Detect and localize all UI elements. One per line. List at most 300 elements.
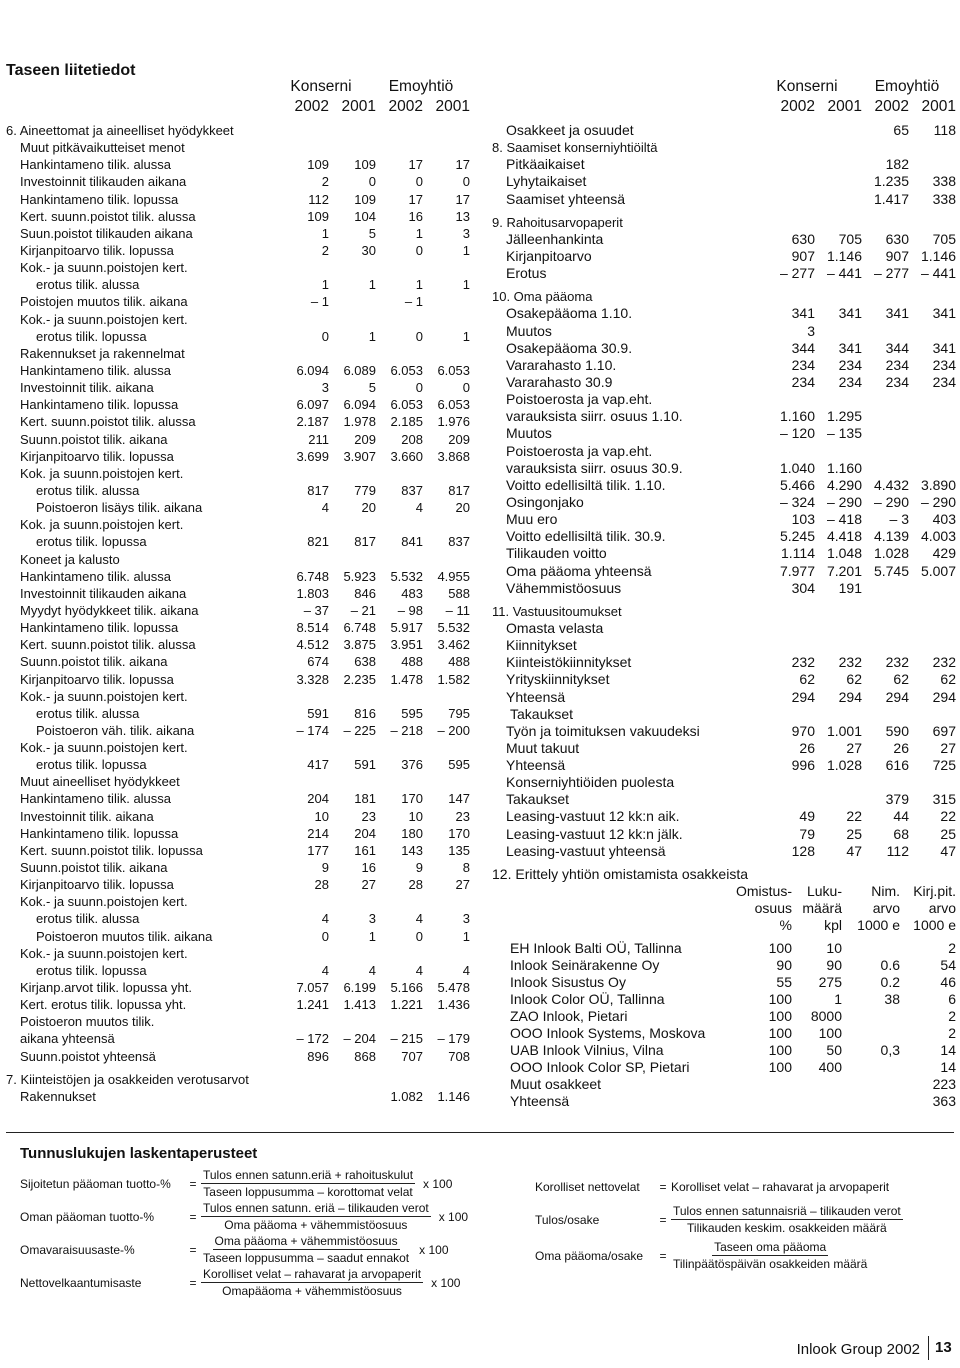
holdings-cell: [842, 1008, 900, 1025]
holdings-header-row: [492, 883, 956, 900]
table-row: [492, 156, 956, 173]
table-row: [6, 431, 470, 448]
holdings-cell: Yhteensä: [510, 1093, 570, 1110]
row-value: 109: [354, 157, 376, 173]
row-label: Osakepääoma 1.10.: [506, 305, 633, 322]
row-value: 27: [455, 877, 470, 893]
row-value: 0: [321, 328, 329, 344]
row-label: Osakkeet ja osuudet: [506, 122, 634, 138]
table-row: [492, 288, 956, 305]
row-value: 5.532: [437, 620, 470, 636]
row-value: 23: [361, 808, 376, 824]
row-value: 17: [455, 157, 470, 173]
row-value: 725: [932, 757, 956, 774]
holdings-header-cell: 1000 e: [913, 917, 956, 934]
row-value: – 290: [920, 493, 956, 510]
row-value: 846: [354, 585, 376, 601]
table-row: [492, 689, 956, 706]
table-row: [6, 396, 470, 413]
row-label: aikana yhteensä: [20, 1031, 115, 1047]
row-value: 817: [448, 482, 470, 498]
row-value: 118: [933, 122, 956, 138]
holdings-row: [492, 1042, 956, 1059]
row-value: 4.003: [920, 528, 956, 545]
row-value: – 21: [350, 602, 376, 618]
row-label: Vähemmistöosuus: [506, 579, 622, 596]
row-value: 3.951: [390, 637, 423, 653]
row-value: – 441: [826, 265, 862, 282]
row-value: – 324: [779, 493, 815, 510]
table-row: [492, 706, 956, 723]
holdings-row: [492, 1008, 956, 1025]
ratio-name: Korolliset nettovelat: [535, 1180, 640, 1194]
ratio-formula: [20, 1201, 468, 1232]
row-value: 103: [791, 511, 815, 528]
row-value: 1.160: [826, 459, 862, 476]
row-value: 1: [462, 328, 470, 344]
row-value: 483: [401, 585, 423, 601]
table-row: [492, 214, 956, 231]
holdings-cell: [842, 940, 900, 957]
table-row: [492, 843, 956, 860]
table-row: [6, 619, 470, 636]
row-value: 30: [361, 242, 376, 258]
table-row: [492, 494, 956, 511]
row-value: 341: [885, 305, 909, 322]
fraction: [671, 1204, 903, 1235]
table-row: [492, 391, 956, 408]
row-value: 13: [455, 208, 470, 224]
row-value: 7.057: [296, 980, 329, 996]
row-label: Tilikauden voitto: [506, 545, 607, 562]
row-value: 17: [455, 191, 470, 207]
row-value: – 11: [445, 602, 470, 618]
row-value: 1.803: [296, 585, 329, 601]
holdings-cell: Inlook Color OÜ, Tallinna: [510, 991, 665, 1008]
row-value: 0: [321, 928, 329, 944]
table-row: [6, 636, 470, 653]
row-label: Jälleenhankinta: [506, 230, 604, 247]
table-row: [492, 723, 956, 740]
row-value: 379: [885, 791, 909, 808]
row-label: Poistoeron lisäys tilik. aikana: [36, 500, 203, 516]
table-row: [6, 516, 470, 533]
multiplier: x 100: [419, 1242, 449, 1257]
holdings-cell: ZAO Inlook, Pietari: [510, 1008, 628, 1025]
row-value: 2: [321, 242, 329, 258]
row-value: 4: [415, 500, 423, 516]
table-row: [6, 688, 470, 705]
row-value: 1: [462, 242, 470, 258]
table-row: [492, 545, 956, 562]
row-value: – 200: [437, 722, 470, 738]
holdings-cell: 0.2: [880, 974, 900, 991]
row-value: 26: [893, 739, 909, 756]
holdings-row: [492, 1076, 956, 1093]
row-value: 8.514: [296, 620, 329, 636]
row-label: Muutos: [506, 322, 552, 339]
holdings-cell: 100: [818, 1025, 842, 1042]
row-label: erotus tilik. alussa: [36, 277, 140, 293]
ratio-name: Oma pääoma/osake: [535, 1248, 644, 1263]
row-value: 180: [401, 825, 423, 841]
row-label: Hankintameno tilik. alussa: [20, 791, 172, 807]
holdings-cell: 6: [948, 991, 956, 1008]
row-value: 816: [354, 705, 376, 721]
row-value: 62: [799, 671, 815, 688]
row-label: erotus tilik. alussa: [36, 705, 140, 721]
table-row: [492, 374, 956, 391]
row-value: 837: [448, 534, 470, 550]
table-row: [492, 654, 956, 671]
row-value: 638: [354, 654, 376, 670]
holdings-header-cell: kpl: [824, 917, 842, 934]
numerator: Tulos ennen satunnaisriä – tilikauden verot: [673, 1204, 901, 1218]
row-value: 595: [401, 705, 423, 721]
numerator: Oma pääoma + vähemmistöosuus: [214, 1234, 398, 1248]
row-value: 705: [838, 230, 862, 247]
row-label: 6. Aineettomat ja aineelliset hyödykkeet: [6, 123, 234, 138]
holdings-cell: 363: [932, 1093, 956, 1110]
row-value: 4.418: [826, 528, 862, 545]
row-value: 9: [415, 860, 423, 876]
row-value: 135: [448, 842, 470, 858]
row-value: 1.235: [873, 173, 909, 190]
row-value: 341: [932, 339, 956, 356]
denominator: Omapääoma + vähemmistöosuus: [222, 1284, 402, 1298]
table-row: [492, 139, 956, 156]
row-value: 5.007: [920, 562, 956, 579]
row-value: 1.146: [826, 247, 862, 264]
denominator: Taseen loppusumma – saadut ennakot: [203, 1251, 410, 1265]
table-row: [6, 208, 470, 225]
row-value: 1.082: [390, 1088, 423, 1104]
row-label: Hankintameno tilik. alussa: [20, 157, 172, 173]
holdings-row: [492, 974, 956, 991]
table-row: [492, 305, 956, 322]
row-value: 6.094: [296, 362, 329, 378]
row-value: 112: [886, 842, 909, 859]
row-value: – 225: [343, 722, 376, 738]
holdings-cell: OOO Inlook Systems, Moskova: [510, 1025, 706, 1042]
holdings-header-row: [492, 917, 956, 934]
row-value: 0: [415, 928, 423, 944]
row-value: 209: [448, 431, 470, 447]
row-value: 488: [448, 654, 470, 670]
row-value: 4.512: [296, 637, 329, 653]
row-value: 1: [462, 277, 470, 293]
row-label: Voitto edellisiltä tilik. 1.10.: [506, 476, 666, 493]
holdings-header-row: [492, 900, 956, 917]
row-value: 234: [885, 373, 909, 390]
row-value: 1.436: [437, 997, 470, 1013]
row-value: 4.955: [437, 568, 470, 584]
holdings-cell: 10: [826, 940, 842, 957]
row-value: 28: [314, 877, 329, 893]
left-notes-table: [6, 122, 470, 1105]
row-value: – 37: [303, 602, 329, 618]
row-label: Hankintameno tilik. alussa: [20, 568, 172, 584]
row-value: 1.146: [920, 247, 956, 264]
row-label: Rakennukset: [20, 1088, 96, 1104]
table-row: [492, 774, 956, 791]
row-value: 0: [415, 380, 423, 396]
holdings-cell: 100: [768, 1008, 792, 1025]
table-row: [6, 122, 470, 139]
row-value: 208: [401, 431, 423, 447]
table-row: [6, 722, 470, 739]
row-value: 4.432: [873, 476, 909, 493]
row-value: 1.478: [390, 671, 423, 687]
row-value: 344: [791, 339, 815, 356]
holdings-cell: [842, 1059, 900, 1076]
row-value: 6.053: [437, 397, 470, 413]
row-label: 7. Kiinteistöjen ja osakkeiden verotusarvot: [6, 1071, 249, 1087]
table-row: [6, 276, 470, 293]
row-value: 341: [838, 305, 862, 322]
row-value: 6.748: [343, 620, 376, 636]
row-value: 1.413: [343, 997, 376, 1013]
row-value: 4: [462, 962, 470, 978]
row-value: 315: [932, 791, 956, 808]
table-row: [6, 739, 470, 756]
row-value: 821: [307, 534, 329, 550]
holdings-cell: EH Inlook Balti OÜ, Tallinna: [510, 940, 682, 957]
row-label: Hankintameno tilik. alussa: [20, 362, 172, 378]
equals-sign: =: [659, 1248, 667, 1263]
row-value: 234: [838, 356, 862, 373]
table-row: [492, 637, 956, 654]
row-label: Poistoeron muutos tilik.: [20, 1014, 155, 1030]
row-label: Hankintameno tilik. lopussa: [20, 397, 179, 413]
row-value: 3: [462, 911, 470, 927]
row-value: – 120: [779, 425, 815, 442]
row-label: erotus tilik. lopussa: [36, 757, 147, 773]
holdings-row: [492, 1093, 956, 1110]
table-row: [6, 1088, 470, 1105]
page-title: Taseen liitetiedot: [6, 62, 136, 79]
table-row: [492, 173, 956, 190]
page-number: 13: [928, 1336, 952, 1360]
holdings-cell: 54: [940, 957, 956, 974]
table-row: [6, 910, 470, 927]
holdings-cell: 38: [884, 991, 900, 1008]
row-label: Leasing-vastuut yhteensä: [506, 842, 666, 859]
row-label: Muu ero: [506, 511, 558, 528]
row-value: 0: [415, 242, 423, 258]
row-label: Lyhytaikaiset: [506, 173, 587, 190]
year-col: 2002: [294, 98, 329, 115]
row-label: Investoinnit tilikauden aikana: [20, 174, 187, 190]
row-label: Kert. suunn.poistot tilik. lopussa: [20, 842, 203, 858]
table-row: [6, 585, 470, 602]
ratio-name: Nettovelkaantumisaste: [20, 1275, 142, 1290]
table-row: [6, 893, 470, 910]
row-value: 4: [321, 911, 329, 927]
row-value: 5.166: [390, 980, 423, 996]
holdings-header-cell: [492, 883, 734, 900]
table-row: [6, 259, 470, 276]
row-value: 616: [885, 757, 909, 774]
row-value: 191: [838, 579, 862, 596]
row-value: 8: [462, 860, 470, 876]
table-row: [6, 242, 470, 259]
row-value: 1: [415, 277, 423, 293]
holdings-cell: Inlook Seinärakenne Oy: [510, 957, 660, 974]
table-row: [6, 790, 470, 807]
row-value: 62: [940, 671, 956, 688]
holdings-cell: [842, 1025, 900, 1042]
row-value: 177: [307, 842, 329, 858]
group-emoyhtio: Emoyhtiö: [874, 78, 940, 95]
ratio-name: Sijoitetun pääoman tuotto-%: [20, 1176, 171, 1191]
row-label: Poistojen muutos tilik. aikana: [20, 294, 188, 310]
row-value: 590: [885, 722, 909, 739]
holdings-cell: 275: [818, 974, 842, 991]
row-value: 595: [448, 757, 470, 773]
row-value: 1.295: [826, 408, 862, 425]
row-value: 376: [401, 757, 423, 773]
table-row: [6, 362, 470, 379]
holdings-cell: [792, 1076, 842, 1093]
row-value: 5.478: [437, 980, 470, 996]
row-value: – 290: [873, 493, 909, 510]
table-row: [492, 340, 956, 357]
row-value: 22: [940, 808, 956, 825]
row-value: 161: [354, 842, 376, 858]
holdings-header-cell: Omistus-: [736, 883, 792, 900]
equals-sign: =: [659, 1212, 667, 1227]
row-value: 0: [415, 174, 423, 190]
table-row: [6, 876, 470, 893]
row-value: 232: [791, 654, 815, 671]
row-value: 234: [791, 373, 815, 390]
row-value: 674: [307, 654, 329, 670]
row-value: 1.160: [779, 408, 815, 425]
row-value: 417: [307, 757, 329, 773]
holdings-cell: 100: [768, 940, 792, 957]
row-label: Kiinnitykset: [506, 637, 577, 654]
row-value: 341: [791, 305, 815, 322]
section-divider: [6, 1132, 954, 1133]
row-label: Yhteensä: [506, 688, 566, 705]
row-value: 5.923: [343, 568, 376, 584]
holdings-cell: [792, 1093, 842, 1110]
row-value: 1.114: [781, 545, 815, 562]
equals-sign: =: [189, 1242, 197, 1257]
table-row: [6, 842, 470, 859]
row-label: Suunn.poistot tilik. aikana: [20, 860, 168, 876]
equals-sign: =: [659, 1180, 667, 1194]
holdings-cell: 90: [826, 957, 842, 974]
row-label: Kirjanpitoarvo tilik. lopussa: [20, 448, 174, 464]
row-value: 344: [885, 339, 909, 356]
holdings-cell: 2: [948, 1025, 956, 1042]
row-value: 65: [893, 122, 909, 138]
table-row: [6, 928, 470, 945]
row-value: 6.748: [296, 568, 329, 584]
row-value: 62: [893, 671, 909, 688]
row-label: Työn ja toimituksen vakuudeksi: [506, 722, 700, 739]
table-row: [492, 740, 956, 757]
right-notes-table: [492, 122, 956, 860]
row-label: Poistoeron muutos tilik. aikana: [36, 928, 213, 944]
row-value: 5.245: [779, 528, 815, 545]
table-row: [492, 563, 956, 580]
row-value: 6.053: [390, 397, 423, 413]
row-value: 1.221: [390, 997, 423, 1013]
holdings-header-cell: [492, 917, 734, 934]
ratio-name: Omavaraisuusaste-%: [20, 1242, 135, 1257]
row-value: 1.048: [826, 545, 862, 562]
row-value: 1.028: [873, 545, 909, 562]
row-value: 234: [932, 356, 956, 373]
row-label: Osakepääoma 30.9.: [506, 339, 633, 356]
row-value: 3.890: [920, 476, 956, 493]
row-label: varauksista siirr. osuus 30.9.: [506, 459, 683, 476]
row-label: Suun.poistot tilikauden aikana: [20, 225, 193, 241]
row-value: 3.462: [437, 637, 470, 653]
row-label: Vararahasto 1.10.: [506, 356, 617, 373]
row-value: 294: [932, 688, 956, 705]
table-row: [492, 528, 956, 545]
row-value: – 418: [826, 511, 862, 528]
row-value: 1: [321, 277, 329, 293]
row-value: 341: [838, 339, 862, 356]
row-label: Kok.- ja suunn.poistojen kert.: [20, 688, 188, 704]
row-value: 68: [893, 825, 909, 842]
row-label: Hankintameno tilik. lopussa: [20, 191, 179, 207]
ratio-formula: [20, 1267, 460, 1298]
table-row: [6, 773, 470, 790]
row-label: Vararahasto 30.9: [506, 373, 613, 390]
row-value: 896: [307, 1048, 329, 1064]
row-label: 11. Vastuusitoumukset: [492, 603, 622, 619]
row-value: 3: [321, 380, 329, 396]
ratio-name: Oman pääoman tuotto-%: [20, 1209, 155, 1224]
row-label: Kirjanpitoarvo: [506, 247, 592, 264]
row-value: 47: [940, 842, 956, 859]
row-label: Muut aineelliset hyödykkeet: [20, 774, 180, 790]
row-label: Investoinnit tilik. aikana: [20, 808, 154, 824]
row-value: 22: [846, 808, 862, 825]
row-label: Koneet ja kalusto: [20, 551, 120, 567]
row-value: 707: [401, 1048, 423, 1064]
row-value: 204: [354, 825, 376, 841]
group-konserni: Konserni: [290, 78, 352, 95]
table-row: [6, 996, 470, 1013]
table-row: [492, 791, 956, 808]
year-col: 2001: [827, 98, 862, 115]
table-row: [492, 826, 956, 843]
row-label: Kirjanpitoarvo tilik. lopussa: [20, 242, 174, 258]
row-value: 28: [408, 877, 423, 893]
holdings-header-cell: %: [779, 917, 792, 934]
row-label: Investoinnit tilik. aikana: [20, 380, 154, 396]
holdings-header-cell: Luku-: [806, 883, 842, 900]
row-value: 2.187: [296, 414, 329, 430]
row-value: 7.201: [826, 562, 862, 579]
holdings-header-cell: arvo: [872, 900, 900, 917]
row-value: 1.040: [779, 459, 815, 476]
column-groups: [492, 78, 956, 98]
holdings-cell: 14: [940, 1042, 956, 1059]
table-row: [6, 602, 470, 619]
row-value: 109: [307, 208, 329, 224]
row-label: erotus tilik. lopussa: [36, 534, 147, 550]
row-value: 294: [885, 688, 909, 705]
row-value: 44: [893, 808, 909, 825]
